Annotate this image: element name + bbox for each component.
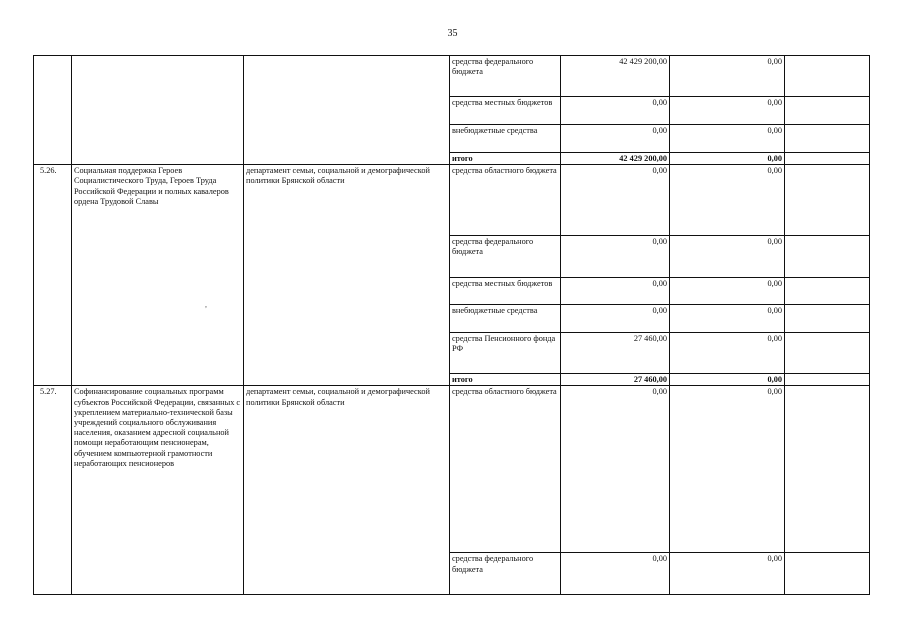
empty-cell	[785, 236, 870, 278]
empty-cell	[785, 553, 870, 595]
empty-cell	[785, 386, 870, 553]
item-number-cell: 5.27.	[34, 386, 72, 595]
funding-source-cell: средства местных бюджетов	[450, 278, 561, 305]
amount-cell: 0,00	[561, 386, 670, 553]
empty-cell	[785, 305, 870, 333]
funding-source-cell: средства федерального бюджета	[450, 236, 561, 278]
amount-cell: 0,00	[670, 278, 785, 305]
empty-cell	[785, 333, 870, 374]
amount-cell: 0,00	[561, 278, 670, 305]
page-number: 35	[447, 28, 458, 39]
funding-source-cell: средства федерального бюджета	[450, 553, 561, 595]
executor-cell: департамент семьи, социальной и демографической политики Брянской области	[244, 165, 450, 386]
empty-cell	[785, 97, 870, 125]
amount-cell: 0,00	[670, 333, 785, 374]
amount-cell: 0,00	[561, 97, 670, 125]
amount-cell: 0,00	[670, 236, 785, 278]
item-name-cell: Софинансирование социальных программ субъектов Российской Федерации, связанных с укреплением материально-технической базы учреждений социального обслуживания населения, оказанием адресной социальной помощи неработающим пенсионерам, обучением компьютерной грамотности неработающих пенсионеров	[72, 386, 244, 595]
funding-source-cell: средства местных бюджетов	[450, 97, 561, 125]
amount-cell: 0,00	[670, 386, 785, 553]
empty-cell	[785, 56, 870, 97]
item-number-cell: 5.26.	[34, 165, 72, 386]
table-row	[34, 165, 870, 236]
table-row	[34, 56, 870, 97]
empty-cell	[785, 153, 870, 165]
amount-cell: 0,00	[670, 153, 785, 165]
funding-source-cell: средства областного бюджета	[450, 165, 561, 236]
item-number-cell	[34, 56, 72, 165]
funding-source-cell: итого	[450, 153, 561, 165]
executor-cell: департамент семьи, социальной и демографической политики Брянской области	[244, 386, 450, 595]
empty-cell	[785, 278, 870, 305]
amount-cell: 42 429 200,00	[561, 153, 670, 165]
amount-cell: 27 460,00	[561, 374, 670, 386]
amount-cell: 0,00	[561, 553, 670, 595]
item-name-cell	[72, 56, 244, 165]
funding-source-cell: средства федерального бюджета	[450, 56, 561, 97]
amount-cell: 0,00	[561, 165, 670, 236]
funding-source-cell: средства Пенсионного фонда РФ	[450, 333, 561, 374]
empty-cell	[785, 125, 870, 153]
amount-cell: 0,00	[561, 125, 670, 153]
amount-cell: 0,00	[670, 165, 785, 236]
amount-cell: 0,00	[670, 56, 785, 97]
empty-cell	[785, 165, 870, 236]
executor-cell	[244, 56, 450, 165]
empty-cell	[785, 374, 870, 386]
scan-mark: ,	[205, 300, 207, 309]
amount-cell: 0,00	[670, 125, 785, 153]
table-row	[34, 386, 870, 553]
amount-cell: 42 429 200,00	[561, 56, 670, 97]
funding-source-cell: внебюджетные средства	[450, 305, 561, 333]
amount-cell: 0,00	[670, 97, 785, 125]
amount-cell: 0,00	[670, 374, 785, 386]
amount-cell: 0,00	[670, 305, 785, 333]
amount-cell: 27 460,00	[561, 333, 670, 374]
funding-source-cell: итого	[450, 374, 561, 386]
amount-cell: 0,00	[670, 553, 785, 595]
funding-source-cell: внебюджетные средства	[450, 125, 561, 153]
amount-cell: 0,00	[561, 236, 670, 278]
item-name-cell: Социальная поддержка Героев Социалистического Труда, Героев Труда Российской Федерации и полных кавалеров ордена Трудовой Славы	[72, 165, 244, 386]
amount-cell: 0,00	[561, 305, 670, 333]
funding-source-cell: средства областного бюджета	[450, 386, 561, 553]
budget-table	[33, 55, 870, 595]
